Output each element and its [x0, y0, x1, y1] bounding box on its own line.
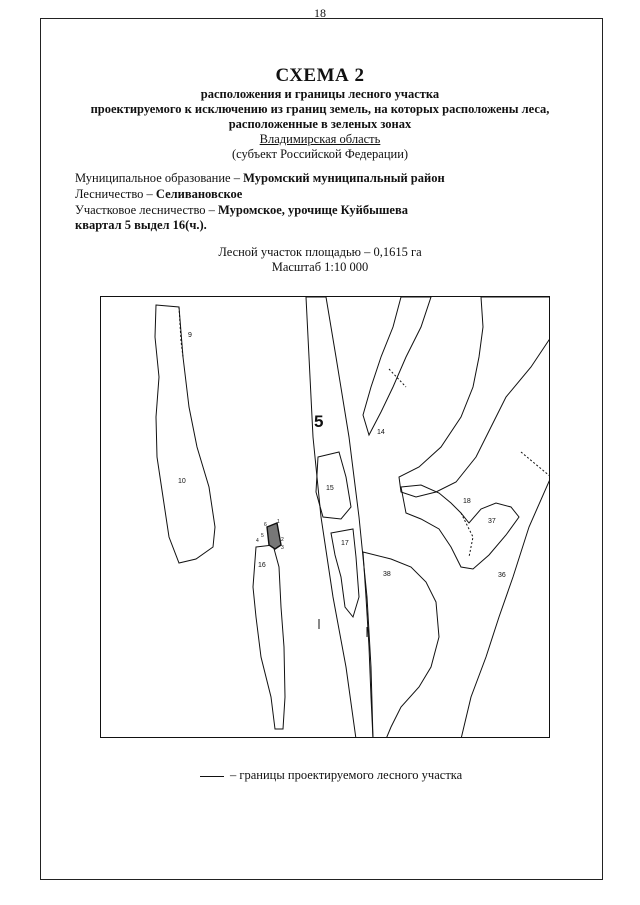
- parcel-outline-38: [363, 552, 439, 738]
- parcel-label-10: 10: [178, 478, 186, 485]
- forestry-label: Лесничество –: [75, 187, 156, 201]
- scale-text: Масштаб 1:10 000: [271, 260, 369, 274]
- region-name: Владимирская область: [259, 132, 381, 146]
- point-label-4: 4: [256, 538, 259, 544]
- page-number: 18: [314, 6, 326, 20]
- parcel-label-37: 37: [488, 518, 496, 525]
- parcel-divider-right: [521, 452, 550, 477]
- forestry-line: [75, 187, 242, 202]
- parcel-outline-18-37: [401, 485, 519, 569]
- point-label-3: 3: [281, 545, 284, 551]
- legend: [200, 768, 462, 783]
- parcel-divider-14: [389, 369, 406, 387]
- parcel-label-18: 18: [463, 498, 471, 505]
- parcel-outline-9-10: [155, 305, 215, 563]
- area-block: [0, 245, 640, 275]
- parcel-label-16: 16: [258, 562, 266, 569]
- quarter-line: [75, 218, 207, 233]
- quarter-label: 5: [314, 412, 324, 431]
- parcel-label-38: 38: [383, 571, 391, 578]
- legend-text: – границы проектируемого лесного участка: [230, 768, 463, 782]
- subtitle-line-1: расположения и границы лесного участка: [200, 87, 440, 101]
- project-boundary: [267, 523, 281, 549]
- district-forestry-line: [75, 203, 408, 218]
- schema-title: СХЕМА 2: [275, 65, 365, 86]
- forest-map: [100, 296, 550, 738]
- parcel-outline-16: [253, 545, 285, 729]
- subtitle-line-3: расположенные в зеленых зонах: [228, 117, 412, 131]
- parcel-label-36: 36: [498, 572, 506, 579]
- district-forestry-label: Участковое лесничество –: [75, 203, 219, 217]
- legend-line-symbol: [200, 776, 224, 777]
- parcel-label-15: 15: [326, 485, 334, 492]
- quarter-value: квартал 5 выдел 16(ч.).: [75, 218, 207, 232]
- parcel-outline-right-upper: [399, 297, 550, 497]
- region-note: (субъект Российской Федерации): [231, 147, 409, 161]
- municipality-label: Муниципальное образование –: [75, 171, 244, 185]
- quarter-5-strip: [306, 297, 373, 738]
- point-label-6: 6: [264, 522, 267, 528]
- point-label-1: 1: [277, 519, 280, 525]
- parcel-outline-14: [363, 297, 431, 435]
- forestry-value: Селивановское: [155, 187, 243, 201]
- parcel-divider-18: [461, 513, 473, 557]
- point-label-2: 2: [281, 537, 284, 543]
- point-label-5: 5: [261, 533, 264, 539]
- parcel-label-17: 17: [341, 540, 349, 547]
- municipality-value: Муромский муниципальный район: [243, 171, 445, 185]
- map-canvas: [101, 297, 550, 738]
- parcel-label-14: 14: [377, 429, 385, 436]
- parcel-label-9: 9: [188, 332, 192, 339]
- subtitle-line-2: проектируемого к исключению из границ земель, на которых расположены леса,: [90, 102, 550, 116]
- district-forestry-value: Муромское, урочище Куйбышева: [218, 203, 408, 217]
- area-text: Лесной участок площадью – 0,1615 га: [218, 245, 422, 259]
- municipality-line: [75, 171, 445, 186]
